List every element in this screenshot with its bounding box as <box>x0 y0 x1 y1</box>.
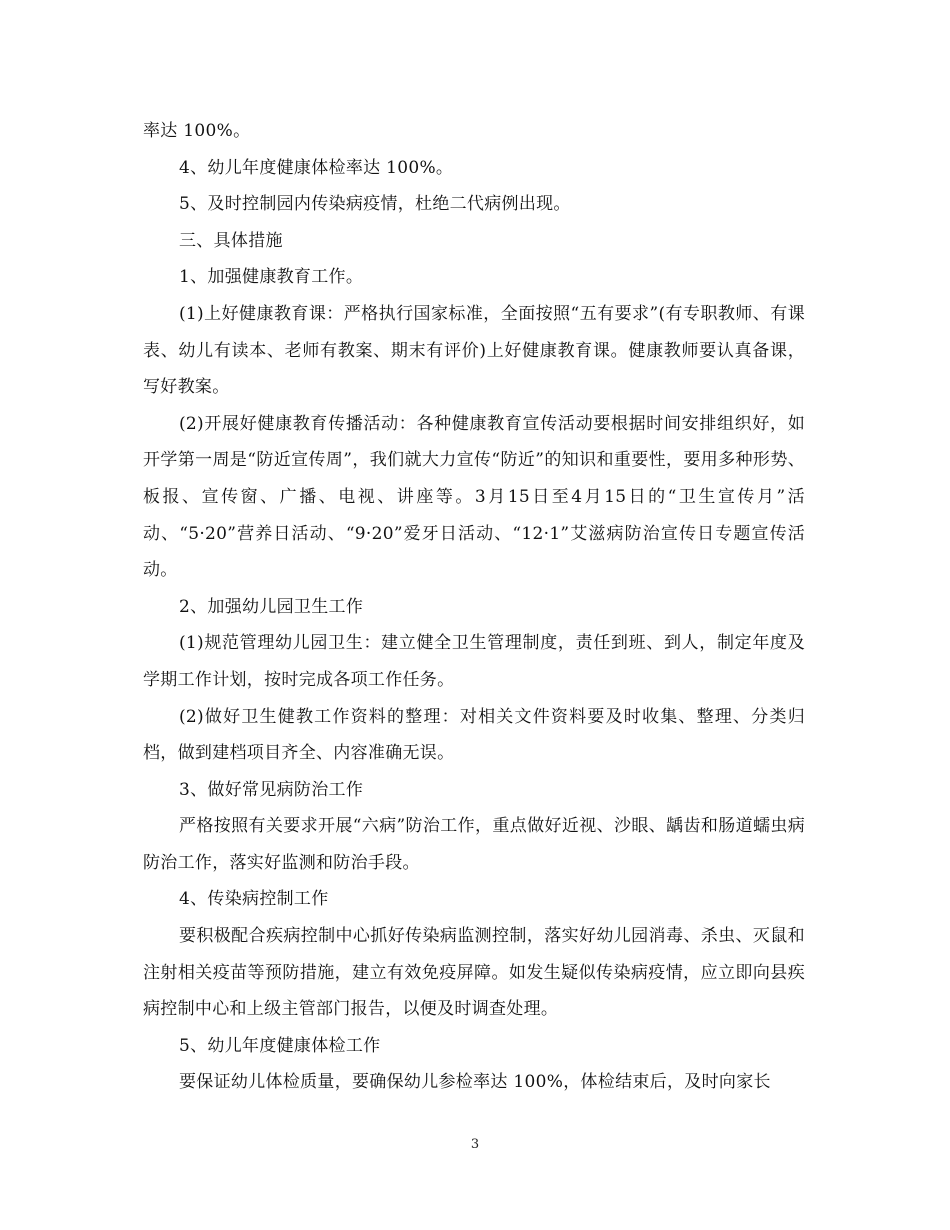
paragraph: 5、幼儿年度健康体检工作 <box>179 1035 381 1056</box>
paragraph: (2)做好卫生健教工作资料的整理：对相关文件资料要及时收集、整理、分类归档，做到建档项目齐全、内容准确无误。 <box>143 706 805 764</box>
paragraph: 2、加强幼儿园卫生工作 <box>179 596 364 617</box>
paragraph: 3、做好常见病防治工作 <box>179 779 364 800</box>
paragraph: 三、具体措施 <box>179 230 283 251</box>
paragraph: 1、加强健康教育工作。 <box>179 267 364 288</box>
paragraph: 严格按照有关要求开展“六病”防治工作，重点做好近视、沙眼、龋齿和肠道蠕虫病防治工作，落实好监测和防治手段。 <box>143 816 805 873</box>
page-number: 3 <box>470 1137 480 1152</box>
document-body <box>143 113 805 1101</box>
paragraph: (1)规范管理幼儿园卫生：建立健全卫生管理制度，责任到班、到人，制定年度及学期工作计划，按时完成各项工作任务。 <box>143 633 805 690</box>
paragraph: 4、幼儿年度健康体检率达 100%。 <box>179 157 454 178</box>
paragraph: 要保证幼儿体检质量，要确保幼儿参检率达 100%，体检结束后，及时向家长 <box>179 1072 771 1093</box>
paragraph: 5、及时控制园内传染病疫情，杜绝二代病例出现。 <box>179 194 571 215</box>
paragraph: 要积极配合疾病控制中心抓好传染病监测控制，落实好幼儿园消毒、杀虫、灭鼠和注射相关疫苗等预防措施，建立有效免疫屏障。如发生疑似传染病疫情，应立即向县疾病控制中心和上级主管部门报告，以便及时调查处理。 <box>143 926 805 1020</box>
paragraph: (2)开展好健康教育传播活动：各种健康教育宣传活动要根据时间安排组织好，如开学第一周是“防近宣传周”，我们就大力宣传“防近”的知识和重要性，要用多种形势、板报、宣传窗、广播、电视、讲座等。3月15日至4月15日的“卫生宣传月”活动、“5·20”营养日活动、“9·20”爱牙日活动、“12·1”艾滋病防治宣传日专题宣传活动。 <box>143 413 805 581</box>
paragraph: 率达 100%。 <box>143 121 251 141</box>
paragraph: 4、传染病控制工作 <box>179 889 329 910</box>
paragraph: (1)上好健康教育课：严格执行国家标准，全面按照“五有要求”(有专职教师、有课表、幼儿有读本、老师有教案、期末有评价)上好健康教育课。健康教师要认真备课，写好教案。 <box>143 303 805 398</box>
